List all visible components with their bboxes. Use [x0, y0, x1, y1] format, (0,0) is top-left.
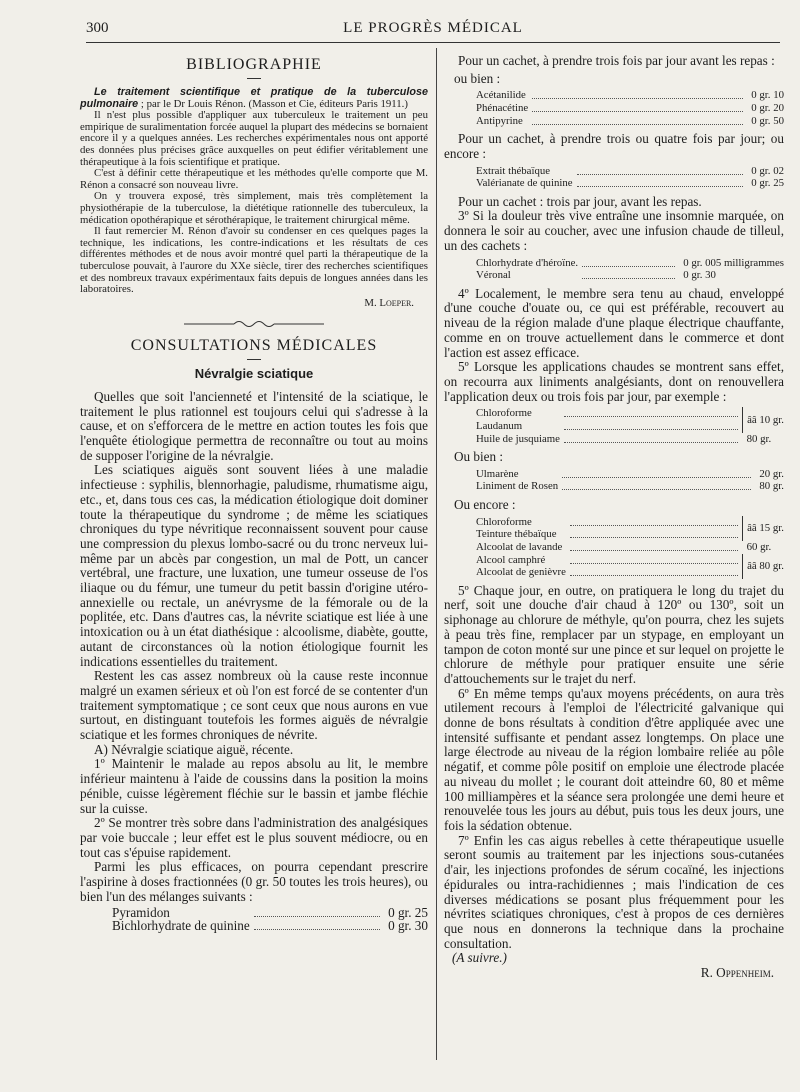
bibliography-paragraph: Il faut remercier M. Rénon d'avoir su condenser en ces quelques pages la technique, les indications, les contre-indications et les résultats de ces différentes méthodes et de nous avoir montré quel parti la thérapeutique de la tuberculose pouvait, à l'aurore du XXe siècle, tirer des recherches scientifiques et des nombreux travaux expérimentaux faits depuis de longues années dans les laboratoires. [80, 225, 428, 296]
column-divider [436, 48, 437, 1060]
drug-name: Chloroforme [476, 407, 532, 420]
drug-dose: 80 gr. [759, 480, 784, 493]
page-number: 300 [86, 20, 109, 36]
drug-name: Chloroforme [476, 515, 532, 528]
drug-dose: 80 gr. [746, 432, 772, 445]
drug-dose: 0 gr. 25 [388, 905, 428, 921]
article-body [80, 390, 428, 933]
prescription-table [80, 907, 428, 932]
drug-dose: 0 gr. 005 milligrammes [683, 256, 784, 269]
book-meta: ; par le Dr Louis Rénon. (Masson et Cie, éditeurs Paris 1911.) [138, 97, 408, 110]
drug-dose: 0 gr. 20 [751, 102, 784, 114]
to-be-continued: (A suivre.) [452, 950, 507, 966]
article-paragraph: 1º Maintenir le malade au repos absolu au lit, le membre inférieur maintenu à l'aide de coussins dans la position la moins pénible, cuisse légèrement fléchie sur le bassin et jambe fléchie sur la cuisse. [80, 756, 428, 816]
article-paragraph: 6º En même temps qu'aux moyens précédents, on aura très utilement recours à l'emploi de l'électricité galvanique qui donne de bons résultats à condition d'être appliquée avec une intensité suffisante et pendant assez longtemps. On place une large électrode au niveau de la région lombaire reliée au pôle négatif, et comme pôle positif on emploie une électrode placée au niveau du mollet ; le courant doit atteindre 60, 80 et même 100 milliampères et la séance sera prolongée une demi heure et renouvelée tous les jours au début, puis tous les deux jours, une fois la sédation obtenue. [444, 685, 784, 833]
alternative-label: Ou encore : [454, 497, 516, 513]
prescription-table [444, 165, 784, 190]
drug-dose: ââ 80 gr. [747, 559, 784, 572]
article-paragraph: 3º Si la douleur très vive entraîne une insomnie marquée, on donnera le soir au coucher, avec une infusion chaude de tilleul, un des cachets : [444, 208, 784, 253]
drug-name: Antipyrine [476, 114, 523, 127]
article-paragraph: A) Névralgie sciatique aiguë, récente. [94, 741, 294, 757]
drug-name: Valérianate de quinine [476, 177, 573, 190]
bibliography-paragraph: C'est à définir cette thérapeutique et les méthodes qu'elle comporte que M. Rénon a consacré son nouveau livre. [80, 167, 428, 191]
drug-dose: 20 gr. [759, 467, 784, 480]
prescription-row [80, 920, 428, 933]
bibliography-signature: M. Loeper. [364, 296, 414, 309]
drug-name: Bichlorhydrate de quinine [112, 918, 250, 934]
drug-name: Alcool camphré [476, 553, 546, 566]
title-dash [247, 359, 261, 360]
article-paragraph: 5º Chaque jour, en outre, on pratiquera le long du trajet du nerf, soit une douche d'air chaud à 120º ou 130º, soit un siphonage au chlorure de méthyle, qu'on pourra, chez les sujets à peau très fine, remplacer par un stypage, en employant un tampon de coton monté sur une pince et sur lequel on projette le chlorure de méthyle pour pratiquer ensuite une série d'attouchements sur le trajet du nerf. [444, 582, 784, 686]
article-paragraph: 7º Enfin les cas aigus rebelles à cette thérapeutique usuelle seront soumis au traitement par les injections sous-cutanées d'air, les injections profondes de sérum cocaïné, les injections épidurales ou intra-rachidiennes ; mais l'indication de ces diverses médications se posant plus fréquemment pour les névrites sciatiques chroniques, c'est à propos de ces dernières que nous en donnerons la technique dans la prochaine consultation. [444, 832, 784, 951]
drug-name: Acétanilide [476, 89, 526, 102]
journal-title: LE PROGRÈS MÉDICAL [343, 20, 523, 36]
drug-dose: ââ 15 gr. [747, 522, 784, 535]
title-dash [247, 78, 261, 79]
drug-name: Phénacétine [476, 102, 529, 114]
drug-dose: 0 gr. 25 [751, 177, 784, 190]
drug-dose: 60 gr. [746, 540, 772, 553]
section-ornament [80, 319, 428, 329]
drug-name: Pyramidon [112, 905, 170, 921]
drug-name: Alcoolat de lavande [476, 540, 563, 553]
article-paragraph: Quelles que soit l'ancienneté et l'intensité de la sciatique, le traitement le plus rationnel est toujours celui qui s'adresse à la cause, et on s'efforcera de le mettre en action toutes les fois que l'enquête étiologique permettra de reconnaître ou tout au moins de supposer l'origine de la névralgie. [80, 388, 428, 463]
bibliography-paragraph: Il n'est plus possible d'appliquer aux tuberculeux le traitement un peu empirique de suralimentation forcée auquel la plupart des médecins se bornaient encore il y a quelques années. Les recherches expérimentales nous ont apporté des données plus précises grâce auxquelles on peut édifier véritablement une thérapeutique à la fois scientifique et pratique. [80, 109, 428, 168]
article-paragraph: Pour un cachet : trois par jour, avant les repas. [458, 193, 702, 209]
prescription-table [444, 407, 784, 445]
article-paragraph: Parmi les plus efficaces, on pourra cependant prescrire l'aspirine à doses fractionnées (0 gr. 50 toutes les trois heures), ou bien l'un des mélanges suivants : [80, 859, 428, 904]
alternative-label: ou bien : [454, 70, 501, 86]
drug-name: Chlorhydrate d'héroïne. [476, 256, 579, 269]
article-signature: R. Oppenheim. [700, 965, 774, 981]
article-paragraph: Restent les cas assez nombreux où la cause reste inconnue malgré un examen sérieux et où l'on est forcé de se contenter d'un traitement symptomatique ; ce sont ceux que nous aurons en vue surtout, en distinguant toutefois les formes aiguës de névralgie sciatique et les formes chroniques de névrite. [80, 668, 428, 743]
bibliography-title: BIBLIOGRAPHIE [186, 56, 322, 73]
drug-name: Alcoolat de genièvre [476, 566, 566, 579]
drug-dose: 0 gr. 50 [751, 114, 784, 127]
article-paragraph: Pour un cachet, à prendre trois fois par jour avant les repas : [458, 53, 775, 68]
prescription-table [444, 257, 784, 282]
drug-name: Véronal [476, 269, 511, 282]
drug-dose: ââ 10 gr. [747, 413, 784, 426]
drug-dose: 0 gr. 30 [388, 918, 428, 934]
drug-dose: 0 gr. 10 [751, 89, 784, 102]
page-header [86, 20, 780, 43]
drug-name: Huile de jusquiame [476, 432, 560, 445]
article-paragraph: 2º Se montrer très sobre dans l'administration des analgésiques par voie buccale ; leur effet est le plus souvent médiocre, ou en tout cas s'épuise rapidement. [80, 815, 428, 860]
bibliography-paragraph: On y trouvera exposé, très simplement, mais très complètement la physiothérapie de la tuberculose, la diététique rationnelle des tuberculeux, la médication opothérapique et sérothérapique, le traitement chirurgical même. [80, 190, 428, 226]
left-column [80, 52, 428, 938]
article-paragraph: 5º Lorsque les applications chaudes se montrent sans effet, on recourra aux liniments analgésiants, dont on renouvellera l'application deux ou trois fois par jour, par exemple : [444, 359, 784, 404]
article-paragraph: 4º Localement, le membre sera tenu au chaud, enveloppé d'une couche d'ouate ou, ce qui est préférable, recouvert au niveau de la région malade d'une plaque électrique chauffante, comme en on trouve actuellement dans le commerce et dont l'action est assez efficace. [444, 285, 784, 360]
drug-name: Laudanum [476, 420, 523, 432]
article-subtitle: Névralgie sciatique [194, 366, 314, 382]
drug-name: Extrait thébaïque [476, 164, 551, 177]
ornament-rule-icon [184, 319, 324, 329]
consultations-title: CONSULTATIONS MÉDICALES [130, 337, 378, 355]
prescription-table [444, 468, 784, 493]
drug-dose: 0 gr. 30 [683, 269, 716, 282]
article-paragraph: Pour un cachet, à prendre trois ou quatre fois par jour; ou encore : [444, 131, 784, 161]
right-column [444, 54, 784, 981]
prescription-table [444, 516, 784, 579]
drug-dose: 0 gr. 02 [751, 164, 784, 177]
drug-name: Teinture thébaïque [476, 528, 557, 541]
book-title: Le traitement scientifique et pratique de la tuberculose pulmonaire [80, 86, 428, 110]
drug-name: Ulmarène [476, 467, 519, 480]
drug-name: Liniment de Rosen [476, 480, 559, 493]
alternative-label: Ou bien : [454, 449, 504, 465]
prescription-table [444, 89, 784, 127]
bibliography-entry [80, 87, 428, 110]
article-paragraph: Les sciatiques aiguës sont souvent liées à une maladie infectieuse : syphilis, blennorhagie, paludisme, rhumatisme aigu, etc., et, dans tous ces cas, la médication étiologique doit dominer toute la thérapeutique du syndrome ; de même les sciatiques chroniques du type névritique reconnaissent souvent pour cause une compression du plexus lombo-sacré ou du tronc nerveux lui-même par un abcès par congestion, un mal de Pott, un cancer vertébral, une fracture, une luxation, une tumeur osseuse de l'os iliaque ou du fémur, une tumeur du petit bassin d'origine utéro-annexielle ou rectale, un anévrysme de la fémorale ou de la poplitée, etc. Dans d'autres cas, la névrite sciatique est liée à une intoxication ou à un état diathésique : alcoolisme, diabète, goutte, autant de circonstances où la notion étiologique fournit les indications essentielles du traitement. [80, 462, 428, 669]
